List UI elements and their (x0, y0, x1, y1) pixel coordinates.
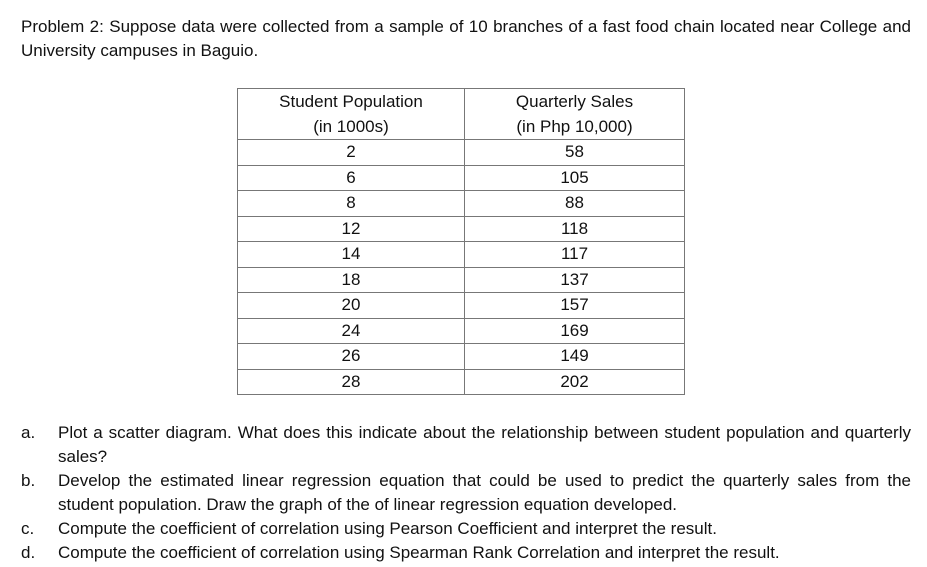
cell-student-population: 18 (238, 267, 465, 293)
table-row (238, 369, 685, 395)
cell-student-population: 12 (238, 216, 465, 242)
header-label: Student Population (279, 92, 423, 111)
cell-quarterly-sales: 202 (465, 369, 685, 395)
header-unit: (in Php 10,000) (516, 117, 633, 136)
table-row (238, 242, 685, 268)
problem-statement: Problem 2: Suppose data were collected from a sample of 10 branches of a fast food chain located near College and University campuses in Baguio. (21, 17, 911, 60)
cell-student-population: 8 (238, 191, 465, 217)
cell-quarterly-sales: 157 (465, 293, 685, 319)
question-text: Compute the coefficient of correlation using Pearson Coefficient and interpret the result. (58, 519, 717, 538)
table-row (238, 191, 685, 217)
list-item (21, 517, 911, 541)
header-quarterly-sales (465, 89, 685, 140)
table-row (238, 216, 685, 242)
header-unit: (in 1000s) (313, 117, 389, 136)
list-marker: c. (21, 519, 35, 538)
cell-quarterly-sales: 137 (465, 267, 685, 293)
list-item (21, 541, 911, 565)
list-marker: d. (21, 543, 36, 562)
cell-quarterly-sales: 58 (465, 140, 685, 166)
header-student-population (238, 89, 465, 140)
question-text: Compute the coefficient of correlation using Spearman Rank Correlation and interpret the result. (58, 543, 780, 562)
cell-quarterly-sales: 149 (465, 344, 685, 370)
cell-student-population: 28 (238, 369, 465, 395)
cell-quarterly-sales: 105 (465, 165, 685, 191)
table-row (238, 165, 685, 191)
table-row (238, 267, 685, 293)
table-row (238, 344, 685, 370)
cell-student-population: 2 (238, 140, 465, 166)
table-row (238, 293, 685, 319)
question-text: Develop the estimated linear regression equation that could be used to predict the quarterly sales from the student population. Draw the graph of the of linear regression equation developed. (58, 471, 911, 514)
list-item (21, 421, 911, 469)
cell-quarterly-sales: 169 (465, 318, 685, 344)
list-marker: a. (21, 423, 36, 442)
cell-quarterly-sales: 117 (465, 242, 685, 268)
list-marker: b. (21, 471, 36, 490)
question-text: Plot a scatter diagram. What does this indicate about the relationship between student population and quarterly sales? (58, 423, 911, 466)
cell-quarterly-sales: 118 (465, 216, 685, 242)
cell-student-population: 6 (238, 165, 465, 191)
table-row (238, 318, 685, 344)
header-label: Quarterly Sales (515, 92, 634, 111)
question-list (21, 421, 911, 565)
cell-student-population: 14 (238, 242, 465, 268)
list-item (21, 469, 911, 517)
cell-student-population: 26 (238, 344, 465, 370)
table-header (238, 89, 685, 140)
cell-student-population: 20 (238, 293, 465, 319)
cell-quarterly-sales: 88 (465, 191, 685, 217)
data-table (237, 88, 685, 395)
table-row (238, 140, 685, 166)
cell-student-population: 24 (238, 318, 465, 344)
